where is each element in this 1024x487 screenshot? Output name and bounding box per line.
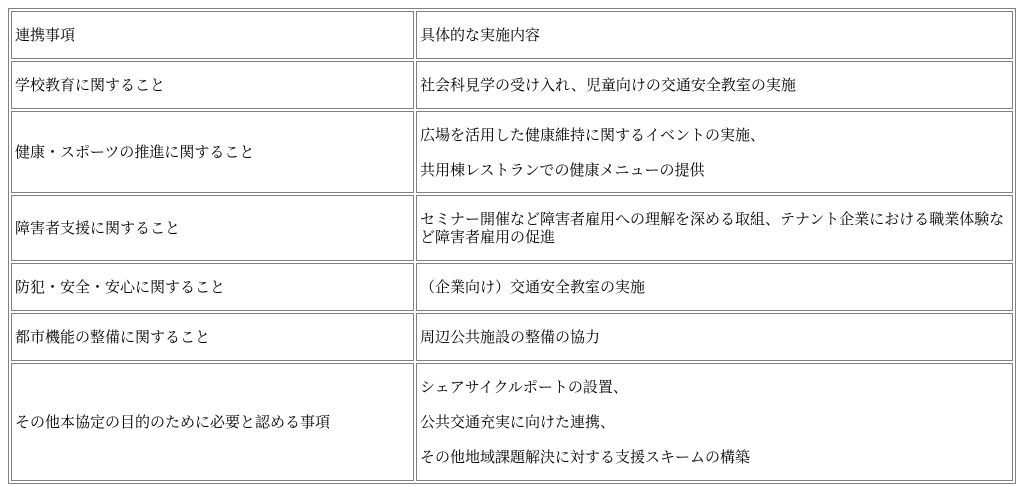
table-row	[11, 111, 1013, 193]
cooperation-table-container	[8, 8, 1014, 484]
table-row	[11, 195, 1013, 261]
details-cell	[416, 195, 1013, 261]
detail-line: 広場を活用した健康維持に関するイベントの実施、	[420, 125, 766, 144]
detail-line: 共用棟レストランでの健康メニューの提供	[420, 160, 705, 179]
cooperation-table	[8, 8, 1016, 484]
table-row	[11, 363, 1013, 481]
detail-line: 公共交通充実に向けた連携、	[420, 413, 616, 431]
item-cell: 学校教育に関すること	[11, 61, 414, 109]
detail-line: シェアサイクルポートの設置、	[420, 378, 628, 396]
header-cell-item: 連携事項	[11, 11, 414, 59]
detail-line: 周辺公共施設の整備の協力	[420, 328, 601, 346]
details-cell	[416, 313, 1013, 361]
table-row	[11, 263, 1013, 311]
details-cell	[416, 61, 1013, 109]
detail-line: （企業向け）交通安全教室の実施	[420, 278, 646, 296]
table-header-row	[11, 11, 1013, 59]
detail-line: その他地域課題解決に対する支援スキームの構築	[420, 448, 751, 466]
item-cell: 防犯・安全・安心に関すること	[11, 263, 414, 311]
details-cell	[416, 363, 1013, 481]
item-cell: 障害者支援に関すること	[11, 195, 414, 261]
table-row	[11, 61, 1013, 109]
table-row	[11, 313, 1013, 361]
details-cell	[416, 111, 1013, 193]
header-cell-details: 具体的な実施内容	[416, 11, 1013, 59]
item-cell: その他本協定の目的のために必要と認める事項	[11, 363, 414, 481]
detail-line: セミナー開催など障害者雇用への理解を深める取組、テナント企業における職業体験など障害者雇用の促進	[420, 210, 1005, 246]
item-cell: 都市機能の整備に関すること	[11, 313, 414, 361]
item-cell: 健康・スポーツの推進に関すること	[11, 111, 414, 193]
detail-line: 社会科見学の受け入れ、児童向けの交通安全教室の実施	[420, 76, 796, 94]
details-cell	[416, 263, 1013, 311]
